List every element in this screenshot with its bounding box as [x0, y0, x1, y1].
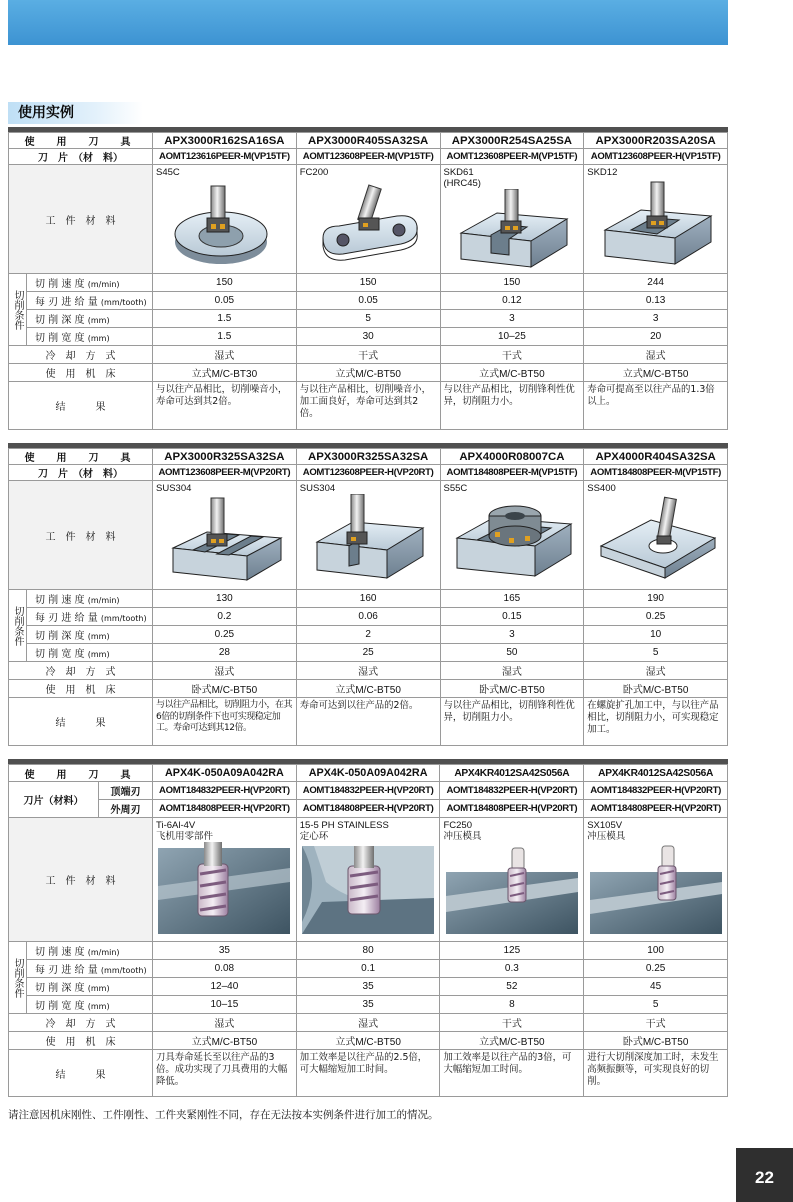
tool-name: APX3000R254SA25SA [440, 133, 584, 149]
tool-name: APX3000R203SA20SA [584, 133, 728, 149]
workpiece-cell [440, 481, 584, 590]
insert-name: AOMT123608PEER-M(VP15TF) [440, 149, 584, 165]
tool-name: APX4KR4012SA42S056A [440, 765, 584, 782]
tool-name: APX3000R325SA32SA [296, 449, 440, 465]
speed-label [27, 942, 153, 960]
feed-unit: (mm/tooth) [100, 966, 147, 975]
insert-label: 刀 片 （材 料） [9, 465, 153, 481]
insert-name: AOMT123616PEER-M(VP15TF) [153, 149, 297, 165]
depth-label-text: 切 削 深 度 [35, 315, 85, 326]
top-banner [8, 0, 728, 45]
feed-value: 0.25 [584, 608, 728, 626]
machine-value: 立式M/C-BT30 [153, 364, 297, 382]
feed-label [27, 960, 153, 978]
material-name: Ti-6Al-4V [156, 820, 196, 831]
width-value: 8 [440, 996, 584, 1014]
workpiece-cell [296, 165, 440, 274]
coolant-value: 湿式 [296, 662, 440, 680]
depth-row [9, 310, 728, 328]
insert-row [9, 465, 728, 481]
feed-value: 0.15 [440, 608, 584, 626]
depth-value: 3 [440, 626, 584, 644]
workpiece-cell [296, 818, 440, 942]
machine-value: 立式M/C-BT50 [440, 364, 584, 382]
speed-label-text: 切 削 速 度 [35, 595, 85, 606]
workpiece-cell [440, 165, 584, 274]
workpiece-row [9, 818, 728, 942]
tool-name: APX4000R404SA32SA [584, 449, 728, 465]
feed-label-text: 每 刃 进 给 量 [35, 965, 98, 976]
speed-value: 190 [584, 590, 728, 608]
machine-value: 立式M/C-BT50 [440, 1032, 584, 1050]
width-value: 20 [584, 328, 728, 346]
width-label-text: 切 削 宽 度 [35, 649, 85, 660]
width-value: 25 [296, 644, 440, 662]
machine-value: 卧式M/C-BT50 [584, 1032, 728, 1050]
depth-row [9, 978, 728, 996]
workpiece-illustration [159, 494, 289, 586]
result-text: 与以往产品相比，切削噪音小，寿命可达到其2倍。 [153, 382, 297, 430]
material-name: S55C [443, 483, 468, 494]
material-name: (HRC45) [443, 178, 481, 189]
result-row [9, 382, 728, 430]
coolant-label: 冷 却 方 式 [9, 1014, 153, 1032]
coolant-value: 湿式 [296, 1014, 440, 1032]
result-row [9, 698, 728, 746]
material-name: SX105V [587, 820, 623, 831]
workpiece-illustration [447, 494, 577, 586]
width-value: 5 [584, 644, 728, 662]
speed-unit: (m/min) [87, 948, 120, 957]
result-label: 结 果 [9, 698, 153, 746]
material-name: FC250 [443, 820, 472, 831]
insert-name: AOMT184808PEER-H(VP20RT) [296, 800, 440, 818]
feed-value: 0.13 [584, 292, 728, 310]
material-name: SUS304 [299, 483, 336, 494]
workpiece-cell [584, 165, 728, 274]
insert-name: AOMT123608PEER-H(VP20RT) [296, 465, 440, 481]
depth-value: 12–40 [153, 978, 297, 996]
coolant-value: 湿式 [584, 346, 728, 364]
machine-value: 立式M/C-BT50 [153, 1032, 297, 1050]
result-text: 刀具寿命延长至以往产品的3倍。成功实现了刀具费用的大幅降低。 [153, 1050, 297, 1097]
depth-value: 5 [296, 310, 440, 328]
width-unit: (mm) [87, 334, 110, 343]
speed-label [27, 590, 153, 608]
insert-top-label: 顶端刃 [99, 782, 153, 800]
width-label [27, 644, 153, 662]
machine-label: 使 用 机 床 [9, 680, 153, 698]
feed-value: 0.12 [440, 292, 584, 310]
depth-value: 1.5 [153, 310, 297, 328]
tool-label: 使 用 刀 具 [9, 765, 153, 782]
feed-value: 0.3 [440, 960, 584, 978]
coolant-value: 干式 [440, 346, 584, 364]
depth-row [9, 626, 728, 644]
workpiece-photo [590, 842, 722, 934]
tool-row [9, 449, 728, 465]
coolant-row [9, 662, 728, 680]
coolant-value: 干式 [296, 346, 440, 364]
material-name: FC200 [299, 167, 329, 178]
machine-row [9, 364, 728, 382]
width-value: 50 [440, 644, 584, 662]
coolant-value: 湿式 [440, 662, 584, 680]
result-text: 寿命可提高至以往产品的1.3倍以上。 [584, 382, 728, 430]
workpiece-cell [440, 818, 584, 942]
coolant-label: 冷 却 方 式 [9, 662, 153, 680]
speed-value: 100 [584, 942, 728, 960]
result-text: 在螺旋扩孔加工中，与以往产品相比，切削阻力小，可实现稳定加工。 [584, 698, 728, 746]
workpiece-cell [153, 818, 297, 942]
depth-label [27, 626, 153, 644]
speed-value: 150 [153, 274, 297, 292]
coolant-value: 湿式 [153, 662, 297, 680]
speed-value: 80 [296, 942, 440, 960]
workpiece-label: 工 件 材 料 [9, 165, 153, 274]
footnote: 请注意因机床刚性、工件刚性、工件夹紧刚性不同，存在无法按本实例条件进行加工的情况。 [8, 1109, 439, 1121]
tool-label: 使 用 刀 具 [9, 133, 153, 149]
speed-value: 130 [153, 590, 297, 608]
material-description: 冲压模具 [587, 831, 626, 842]
result-text: 与以往产品相比，切削锋利性优异，切削阻力小。 [440, 698, 584, 746]
coolant-row [9, 346, 728, 364]
cutting-conditions-label: 切削条件 [9, 590, 27, 662]
tool-name: APX4000R08007CA [440, 449, 584, 465]
insert-side-row [9, 800, 728, 818]
workpiece-cell [584, 481, 728, 590]
feed-label [27, 608, 153, 626]
insert-name: AOMT184832PEER-H(VP20RT) [153, 782, 297, 800]
machine-value: 卧式M/C-BT50 [584, 680, 728, 698]
result-text: 与以往产品相比，切削阻力小，在其6倍的切削条件下也可实现稳定加工。寿命可达到其12倍。 [153, 698, 297, 746]
speed-value: 165 [440, 590, 584, 608]
section-title: 使用实例 [8, 102, 143, 124]
tool-name: APX4K-050A09A042RA [296, 765, 440, 782]
workpiece-row [9, 481, 728, 590]
insert-name: AOMT123608PEER-H(VP15TF) [584, 149, 728, 165]
page-number: 22 [736, 1148, 793, 1202]
depth-value: 0.25 [153, 626, 297, 644]
result-text: 寿命可达到以往产品的2倍。 [296, 698, 440, 746]
result-label: 结 果 [9, 382, 153, 430]
machine-row [9, 680, 728, 698]
example-table-1 [8, 127, 728, 430]
workpiece-illustration [591, 178, 721, 270]
depth-value: 52 [440, 978, 584, 996]
insert-name: AOMT184808PEER-H(VP20RT) [440, 800, 584, 818]
feed-row [9, 292, 728, 310]
result-text: 进行大切削深度加工时，未发生高频振颤等，可实现良好的切削。 [584, 1050, 728, 1097]
result-text: 加工效率是以往产品的3倍，可大幅缩短加工时间。 [440, 1050, 584, 1097]
insert-row [9, 149, 728, 165]
coolant-value: 湿式 [153, 346, 297, 364]
material-description: 定心环 [299, 831, 329, 842]
width-row [9, 644, 728, 662]
insert-name: AOMT184808PEER-M(VP15TF) [584, 465, 728, 481]
width-label-text: 切 削 宽 度 [35, 333, 85, 344]
speed-unit: (m/min) [87, 596, 120, 605]
workpiece-cell [584, 818, 728, 942]
speed-value: 35 [153, 942, 297, 960]
result-text: 与以往产品相比，切削锋利性优异，切削阻力小。 [440, 382, 584, 430]
workpiece-illustration [447, 189, 577, 269]
workpiece-illustration [303, 178, 433, 270]
depth-value: 2 [296, 626, 440, 644]
material-name: 15-5 PH STAINLESS [299, 820, 389, 831]
width-value: 35 [296, 996, 440, 1014]
workpiece-photo [158, 842, 290, 934]
machine-label: 使 用 机 床 [9, 364, 153, 382]
depth-label-text: 切 削 深 度 [35, 983, 85, 994]
cutting-conditions-label: 切削条件 [9, 942, 27, 1014]
material-name: SS400 [587, 483, 616, 494]
feed-value: 0.08 [153, 960, 297, 978]
tool-row [9, 133, 728, 149]
material-description: 飞机用零部件 [156, 831, 214, 842]
insert-name: AOMT184808PEER-H(VP20RT) [584, 800, 728, 818]
feed-value: 0.1 [296, 960, 440, 978]
coolant-value: 湿式 [584, 662, 728, 680]
depth-label-text: 切 削 深 度 [35, 631, 85, 642]
insert-side-label: 外周刃 [99, 800, 153, 818]
speed-value: 125 [440, 942, 584, 960]
feed-value: 0.05 [153, 292, 297, 310]
tool-row [9, 765, 728, 782]
insert-name: AOMT123608PEER-M(VP20RT) [153, 465, 297, 481]
machine-value: 立式M/C-BT50 [296, 364, 440, 382]
tool-name: APX3000R405SA32SA [296, 133, 440, 149]
coolant-value: 干式 [584, 1014, 728, 1032]
material-name: S45C [156, 167, 180, 178]
width-unit: (mm) [87, 1002, 110, 1011]
width-label [27, 328, 153, 346]
feed-value: 0.25 [584, 960, 728, 978]
cutting-conditions-label: 切削条件 [9, 274, 27, 346]
material-description: 冲压模具 [443, 831, 482, 842]
tool-name: APX3000R325SA32SA [153, 449, 297, 465]
insert-label: 刀片（材料） [9, 782, 99, 818]
workpiece-illustration [303, 494, 433, 586]
material-name: SKD12 [587, 167, 618, 178]
feed-row [9, 960, 728, 978]
speed-value: 160 [296, 590, 440, 608]
workpiece-illustration [591, 494, 721, 586]
workpiece-cell [153, 481, 297, 590]
width-value: 1.5 [153, 328, 297, 346]
feed-value: 0.06 [296, 608, 440, 626]
depth-label [27, 978, 153, 996]
example-table-3 [8, 759, 728, 1097]
width-row [9, 328, 728, 346]
width-unit: (mm) [87, 650, 110, 659]
coolant-label: 冷 却 方 式 [9, 346, 153, 364]
coolant-value: 湿式 [153, 1014, 297, 1032]
speed-row [9, 274, 728, 292]
width-value: 5 [584, 996, 728, 1014]
speed-unit: (m/min) [87, 280, 120, 289]
feed-value: 0.05 [296, 292, 440, 310]
depth-value: 35 [296, 978, 440, 996]
workpiece-illustration [159, 178, 289, 270]
feed-row [9, 608, 728, 626]
feed-unit: (mm/tooth) [100, 298, 147, 307]
depth-label [27, 310, 153, 328]
machine-row [9, 1032, 728, 1050]
speed-value: 244 [584, 274, 728, 292]
width-label-text: 切 削 宽 度 [35, 1001, 85, 1012]
depth-value: 45 [584, 978, 728, 996]
coolant-row [9, 1014, 728, 1032]
machine-value: 卧式M/C-BT50 [440, 680, 584, 698]
machine-value: 立式M/C-BT50 [296, 1032, 440, 1050]
speed-row [9, 942, 728, 960]
insert-name: AOMT184832PEER-H(VP20RT) [584, 782, 728, 800]
depth-unit: (mm) [87, 984, 110, 993]
depth-unit: (mm) [87, 632, 110, 641]
speed-label-text: 切 削 速 度 [35, 279, 85, 290]
feed-label [27, 292, 153, 310]
width-value: 28 [153, 644, 297, 662]
insert-name: AOMT184832PEER-H(VP20RT) [296, 782, 440, 800]
result-text: 加工效率是以往产品的2.5倍，可大幅缩短加工时间。 [296, 1050, 440, 1097]
insert-label: 刀 片 （材 料） [9, 149, 153, 165]
speed-label-text: 切 削 速 度 [35, 947, 85, 958]
insert-name: AOMT184832PEER-H(VP20RT) [440, 782, 584, 800]
depth-value: 3 [440, 310, 584, 328]
depth-value: 3 [584, 310, 728, 328]
tool-name: APX4K-050A09A042RA [153, 765, 297, 782]
feed-unit: (mm/tooth) [100, 614, 147, 623]
feed-label-text: 每 刃 进 给 量 [35, 297, 98, 308]
result-label: 结 果 [9, 1050, 153, 1097]
tool-name: APX3000R162SA16SA [153, 133, 297, 149]
result-text: 与以往产品相比，切削噪音小，加工面良好，寿命可达到其2倍。 [296, 382, 440, 430]
speed-row [9, 590, 728, 608]
workpiece-photo [446, 842, 578, 934]
example-table-2 [8, 443, 728, 746]
machine-value: 立式M/C-BT50 [584, 364, 728, 382]
width-value: 10–25 [440, 328, 584, 346]
insert-name: AOMT184808PEER-M(VP15TF) [440, 465, 584, 481]
result-row [9, 1050, 728, 1097]
insert-name: AOMT123608PEER-M(VP15TF) [296, 149, 440, 165]
material-name: SKD61 [443, 167, 474, 178]
feed-value: 0.2 [153, 608, 297, 626]
depth-value: 10 [584, 626, 728, 644]
coolant-value: 干式 [440, 1014, 584, 1032]
material-name: SUS304 [156, 483, 192, 494]
insert-top-row [9, 782, 728, 800]
width-row [9, 996, 728, 1014]
workpiece-cell [296, 481, 440, 590]
tool-name: APX4KR4012SA42S056A [584, 765, 728, 782]
machine-label: 使 用 机 床 [9, 1032, 153, 1050]
width-value: 10–15 [153, 996, 297, 1014]
tool-label: 使 用 刀 具 [9, 449, 153, 465]
workpiece-cell [153, 165, 297, 274]
insert-name: AOMT184808PEER-H(VP20RT) [153, 800, 297, 818]
workpiece-row [9, 165, 728, 274]
workpiece-label: 工 件 材 料 [9, 481, 153, 590]
workpiece-label: 工 件 材 料 [9, 818, 153, 942]
speed-label [27, 274, 153, 292]
speed-value: 150 [296, 274, 440, 292]
machine-value: 立式M/C-BT50 [296, 680, 440, 698]
feed-label-text: 每 刃 进 给 量 [35, 613, 98, 624]
machine-value: 卧式M/C-BT50 [153, 680, 297, 698]
workpiece-photo [302, 842, 434, 934]
width-value: 30 [296, 328, 440, 346]
speed-value: 150 [440, 274, 584, 292]
width-label [27, 996, 153, 1014]
depth-unit: (mm) [87, 316, 110, 325]
